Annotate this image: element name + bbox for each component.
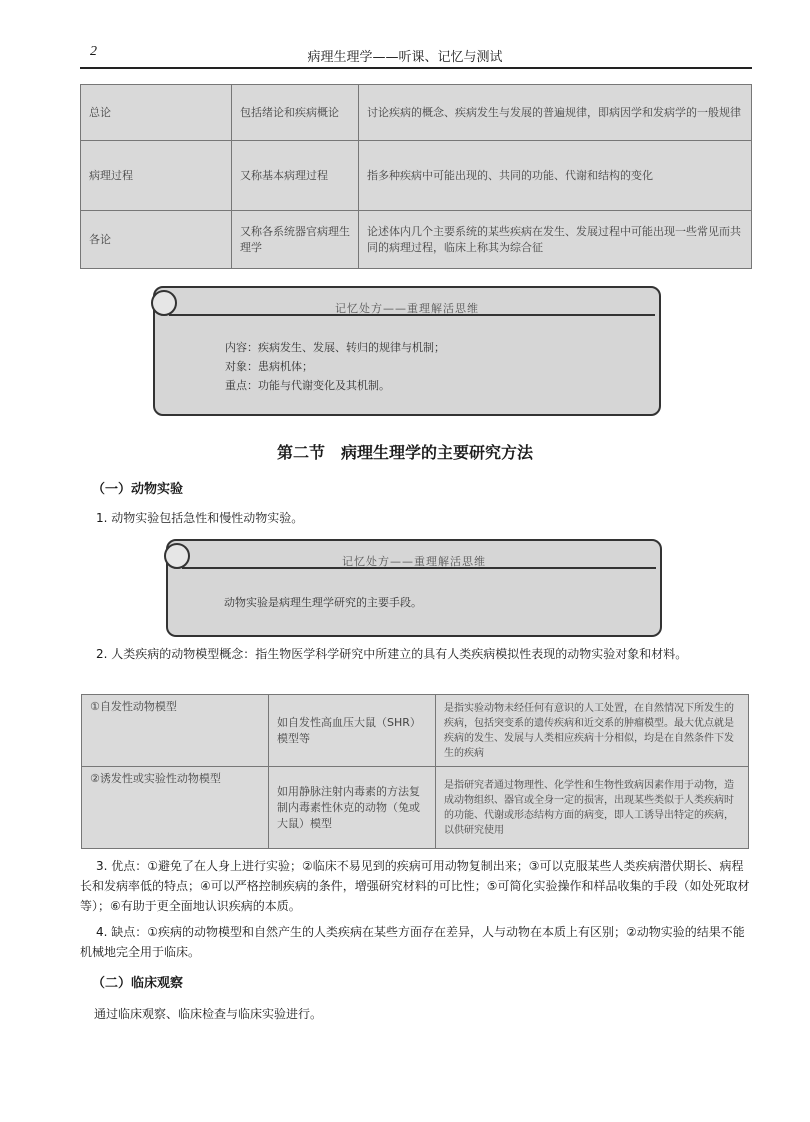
table-row [81,141,752,211]
table-row [82,695,749,767]
subsection-heading: （二）临床观察 [92,976,184,991]
memo-body [225,338,445,395]
memo-body [224,593,422,612]
page-number: 2 [90,44,97,59]
table-row [81,211,752,269]
table-cell-alias: 又称基本病理过程 [232,141,359,211]
table-cell-name: 病理过程 [81,141,232,211]
paragraph: 3. 优点：①避免了在人身上进行实验；②临床不易见到的疾病可用动物复制出来；③可以克服某些人类疾病潜伏期长、病程长和发病率低的特点；④可以严格控制疾病的条件，增强研究材料的可比性；⑤可简化实验操作和样品收集的手段（如处死取材等）；⑥有助于更全面地认识疾病的本质。 [80,859,750,913]
table-row [81,85,752,141]
section-title: 第二节 病理生理学的主要研究方法 [276,443,533,462]
memo-line: 内容：疾病发生、发展、转归的规律与机制； [225,341,445,354]
paragraph: 1. 动物实验包括急性和慢性动物实验。 [96,511,304,525]
paragraph: 4. 缺点：①疾病的动物模型和自然产生的人类疾病在某些方面存在差异，人与动物在本质上有区别；②动物实验的结果不能机械地完全用于临床。 [80,925,745,959]
memo-scroll [153,286,661,416]
table-cell-desc: 是指研究者通过物理性、化学性和生物性致病因素作用于动物，造成动物组织、器官或全身一定的损害，出现某些类似于人类疾病时的功能、代谢或形态结构方面的病变，即人工诱导出特定的疾病，以供研究使用 [436,767,749,849]
paragraph: 2. 人类疾病的动物模型概念：指生物医学科学研究中所建立的具有人类疾病模拟性表现的动物实验对象和材料。 [96,647,688,661]
memo-line: 动物实验是病理生理学研究的主要手段。 [224,596,422,609]
animal-model-table [81,694,749,849]
table-cell-name: 各论 [81,211,232,269]
table-cell-desc: 讨论疾病的概念、疾病发生与发展的普遍规律，即病因学和发病学的一般规律 [359,85,752,141]
running-title: 病理生理学——听课、记忆与测试 [307,50,503,65]
memo-line: 重点：功能与代谢变化及其机制。 [225,379,390,392]
memo-scroll [166,539,662,637]
table-cell-alias: 又称各系统器官病理生理学 [232,211,359,269]
table-cell-desc: 是指实验动物未经任何有意识的人工处置，在自然情况下所发生的疾病，包括突变系的遗传疾病和近交系的肿瘤模型。最大优点就是疾病的发生、发展与人类相应疾病十分相似，均是在自然条件下发生的疾病 [436,695,749,767]
table-cell-name: ②诱发性或实验性动物模型 [82,767,269,849]
table-cell-alias: 包括绪论和疾病概论 [232,85,359,141]
subsection-heading: （一）动物实验 [92,482,184,497]
memo-line: 对象：患病机体； [225,360,313,373]
memo-title: 记忆处方——重理解活思维 [335,302,479,315]
table-row [82,767,749,849]
memo-title: 记忆处方——重理解活思维 [342,555,486,568]
paragraph: 通过临床观察、临床检查与临床实验进行。 [94,1007,323,1021]
table-cell-example: 如用静脉注射内毒素的方法复制内毒素性休克的动物（兔或大鼠）模型 [269,767,436,849]
classification-table [80,84,752,269]
table-cell-desc: 论述体内几个主要系统的某些疾病在发生、发展过程中可能出现一些常见而共同的病理过程，临床上称其为综合征 [359,211,752,269]
table-cell-name: ①自发性动物模型 [82,695,269,767]
header-rule [80,67,752,69]
table-cell-desc: 指多种疾病中可能出现的、共同的功能、代谢和结构的变化 [359,141,752,211]
table-cell-name: 总论 [81,85,232,141]
table-cell-example: 如自发性高血压大鼠（SHR）模型等 [269,695,436,767]
